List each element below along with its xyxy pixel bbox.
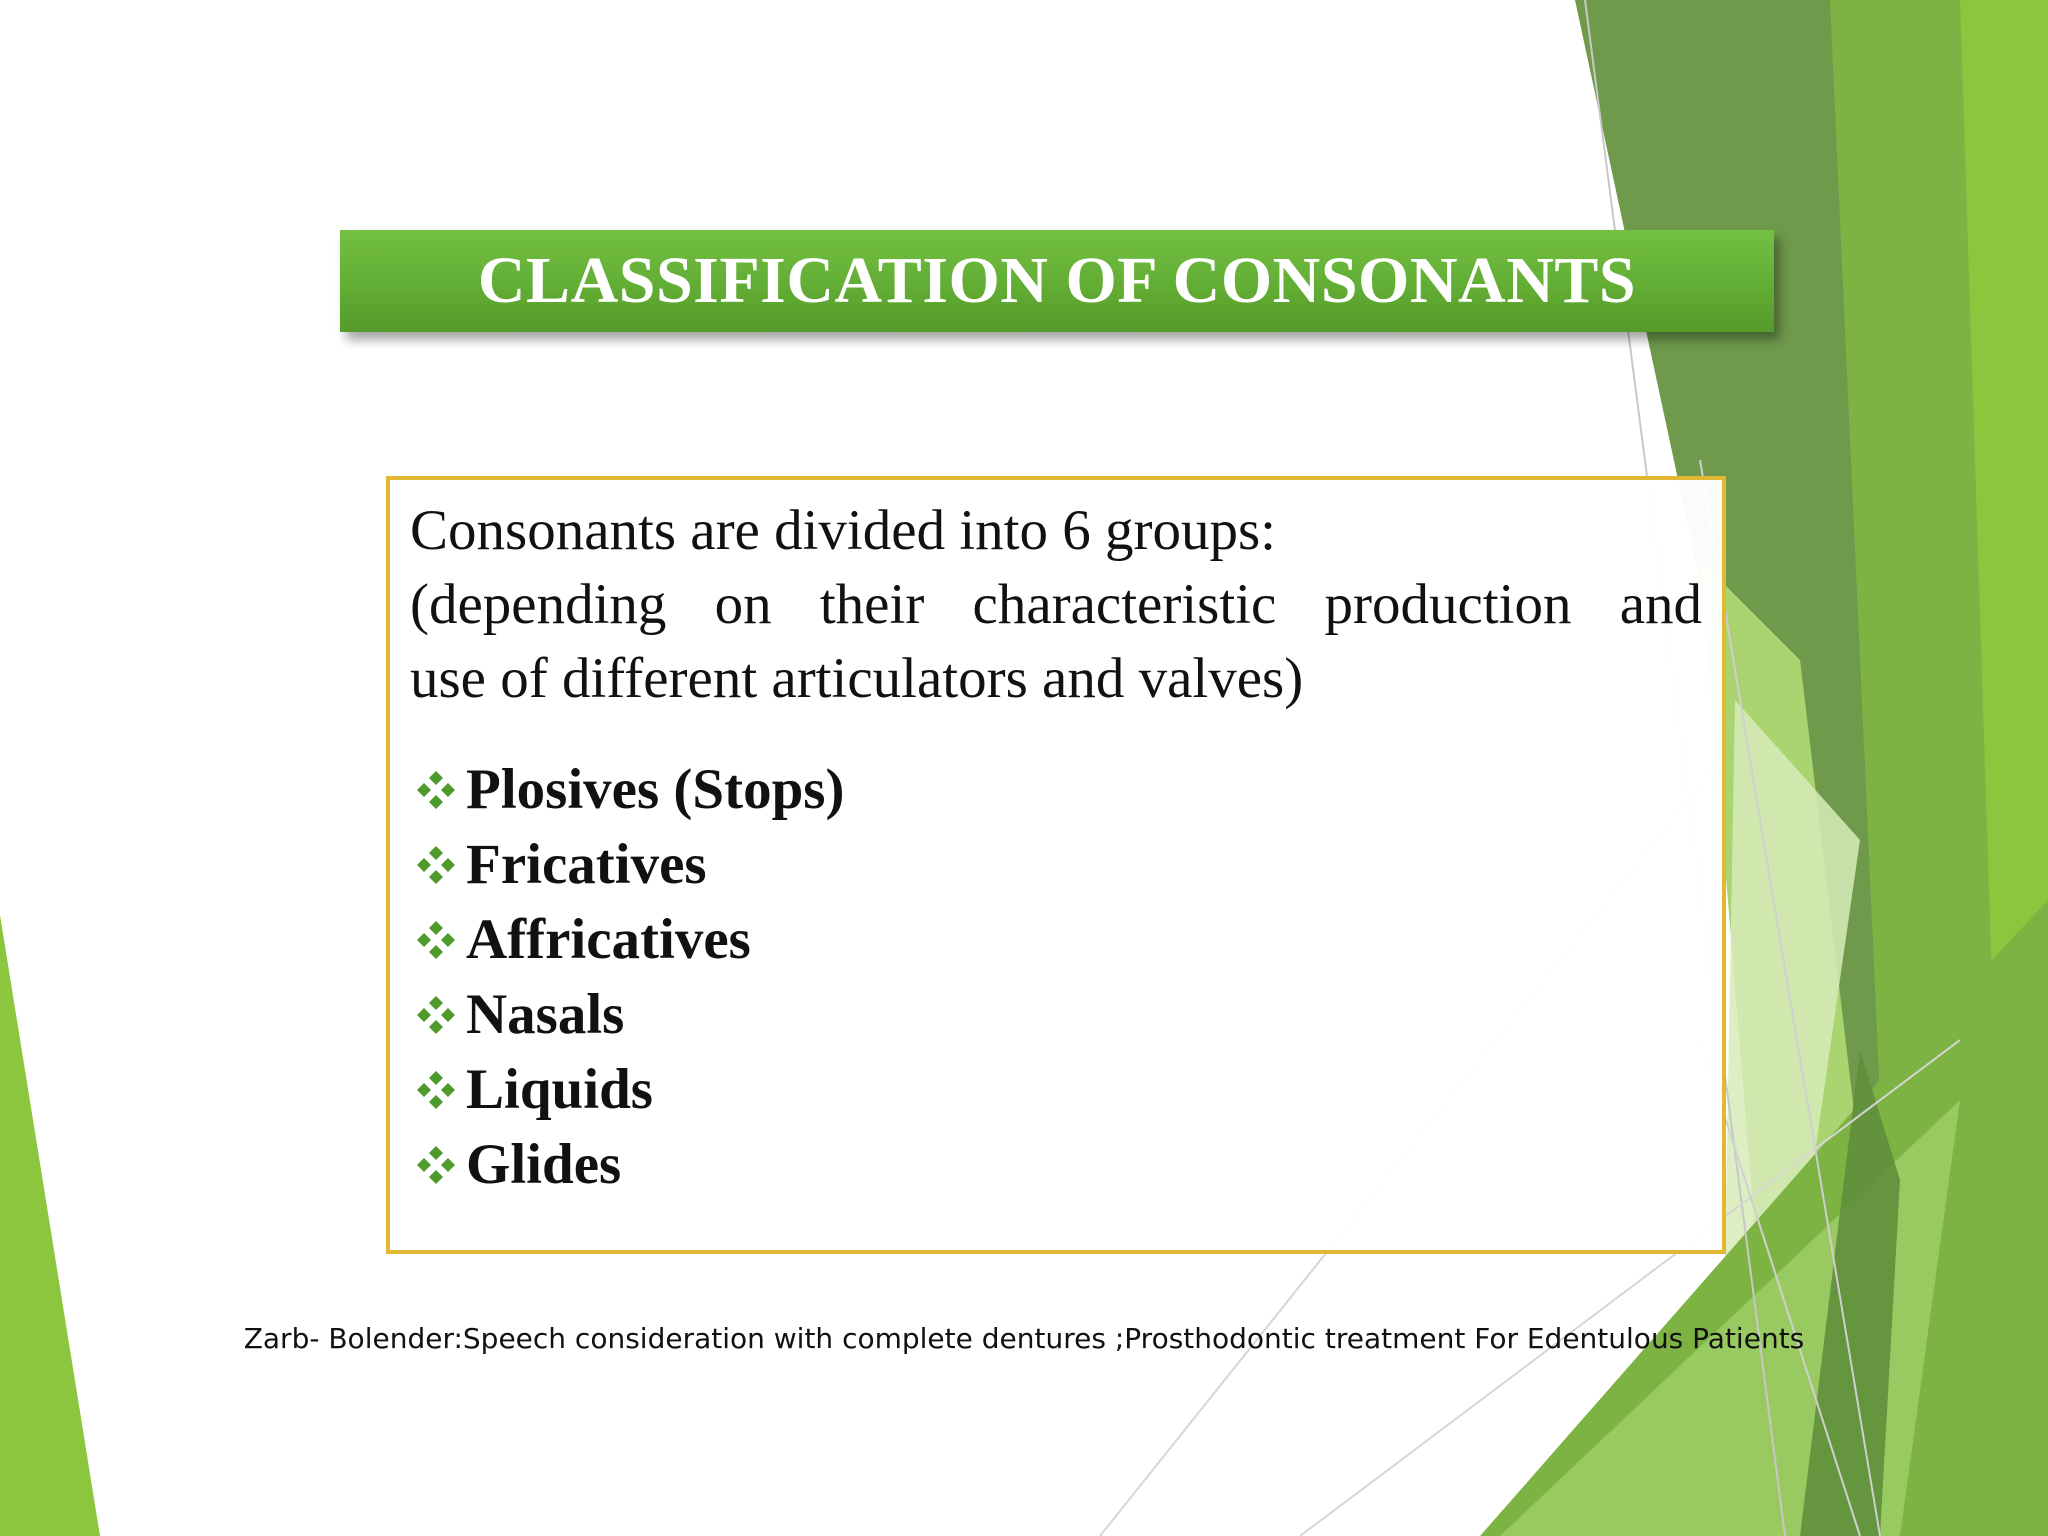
intro-line-1: Consonants are divided into 6 groups: xyxy=(410,499,1276,562)
four-diamond-bullet-icon xyxy=(410,839,462,891)
content-box xyxy=(386,476,1726,1254)
group-label: Nasals xyxy=(466,983,625,1046)
reference-citation: Zarb- Bolender:Speech consideration with complete dentures ;Prosthodontic treatment For Edentulous Patients xyxy=(243,1322,1805,1355)
four-diamond-bullet-icon xyxy=(410,1139,462,1191)
list-item xyxy=(410,827,1702,902)
list-item xyxy=(410,752,1702,827)
four-diamond-bullet-icon xyxy=(410,989,462,1041)
list-item xyxy=(410,977,1702,1052)
group-label: Affricatives xyxy=(466,908,751,971)
list-item xyxy=(410,1127,1702,1202)
intro-line-2: (depending on their characteristic production and xyxy=(410,573,1702,636)
group-label: Plosives (Stops) xyxy=(466,758,845,821)
four-diamond-bullet-icon xyxy=(410,914,462,966)
consonant-group-list xyxy=(410,752,1702,1202)
left-green-wedge xyxy=(0,915,100,1536)
list-item xyxy=(410,902,1702,977)
four-diamond-bullet-icon xyxy=(410,1064,462,1116)
slide-title: CLASSIFICATION OF CONSONANTS xyxy=(477,244,1637,317)
list-item xyxy=(410,1052,1702,1127)
four-diamond-bullet-icon xyxy=(410,764,462,816)
group-label: Fricatives xyxy=(466,833,707,896)
group-label: Glides xyxy=(466,1133,622,1196)
group-label: Liquids xyxy=(466,1058,653,1121)
intro-line-3: use of different articulators and valves) xyxy=(410,647,1304,710)
title-banner xyxy=(340,230,1774,332)
